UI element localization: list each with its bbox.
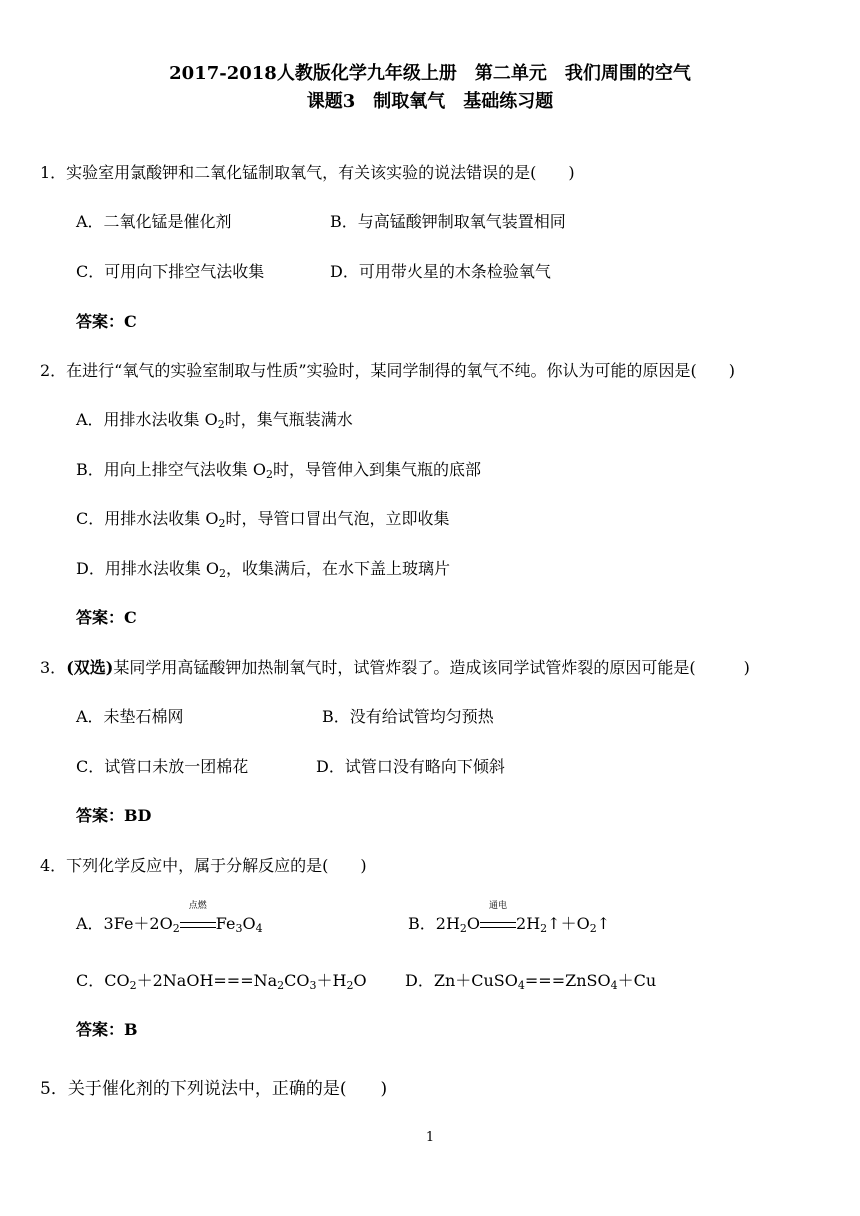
- question-3-option-a: A．未垫石棉网: [76, 707, 184, 726]
- reaction-equals-sign: 点燃: [180, 913, 216, 935]
- question-3-option-d: D．试管口没有略向下倾斜: [316, 757, 505, 776]
- question-1-option-d: D．可用带火星的木条检验氧气: [330, 262, 551, 281]
- page-title: 2017-2018人教版化学九年级上册 第二单元 我们周围的空气: [169, 63, 691, 84]
- question-1-option-b: B．与高锰酸钾制取氧气装置相同: [330, 212, 566, 231]
- page-number: 1: [425, 1130, 435, 1145]
- question-4-option-b: B．$2H_2O$ 通电 $2H_2↑+O_2↑$: [408, 901, 611, 935]
- question-1-stem: 1．实验室用氯酸钾和二氧化锰制取氧气，有关该实验的说法错误的是( ): [40, 163, 575, 182]
- question-4-option-a: A．$3Fe+2O_2$ 点燃 $Fe_3O_4$: [76, 901, 263, 935]
- page-subtitle: 课题3 制取氧气 基础练习题: [306, 91, 554, 112]
- question-2-option-c: C．用排水法收集 $O_2$时，导管口冒出气泡，立即收集: [76, 509, 450, 530]
- question-2-stem: 2．在进行“氧气的实验室制取与性质”实验时，某同学制得的氧气不纯。你认为可能的原因是( ): [40, 361, 736, 380]
- question-2-answer: 答案：C: [76, 608, 137, 627]
- question-3-option-b: B．没有给试管均匀预热: [322, 707, 494, 726]
- question-1-answer: 答案：C: [76, 312, 137, 331]
- question-3-stem: 3．(双选)某同学用高锰酸钾加热制氧气时，试管炸裂了。造成该同学试管炸裂的原因可能是( ): [40, 658, 750, 677]
- question-5-stem: 5．关于催化剂的下列说法中，正确的是( ): [40, 1079, 388, 1099]
- question-4-option-d: D．Zn＋CuSO$_4$===ZnSO$_4$＋Cu: [405, 971, 657, 992]
- question-3-answer: 答案：BD: [76, 806, 152, 825]
- question-4-option-c: C．$CO_2+2NaOH===Na_2CO_3+H_2O$: [76, 971, 367, 992]
- question-3-option-c: C．试管口未放一团棉花: [76, 757, 249, 776]
- reaction-equals-sign: 通电: [480, 913, 516, 935]
- question-2-option-b: B．用向上排空气法收集 $O_2$时，导管伸入到集气瓶的底部: [76, 460, 481, 481]
- question-2-option-d: D．用排水法收集 $O_2$，收集满后，在水下盖上玻璃片: [76, 559, 451, 580]
- question-2-option-a: A．用排水法收集 $O_2$时，集气瓶装满水: [76, 410, 353, 431]
- question-4-stem: 4．下列化学反应中，属于分解反应的是( ): [40, 856, 367, 875]
- question-1-option-a: A．二氧化锰是催化剂: [76, 212, 232, 231]
- question-4-answer: 答案：B: [76, 1020, 138, 1039]
- double-choice-tag: (双选): [66, 658, 114, 677]
- question-1-option-c: C．可用向下排空气法收集: [76, 262, 265, 281]
